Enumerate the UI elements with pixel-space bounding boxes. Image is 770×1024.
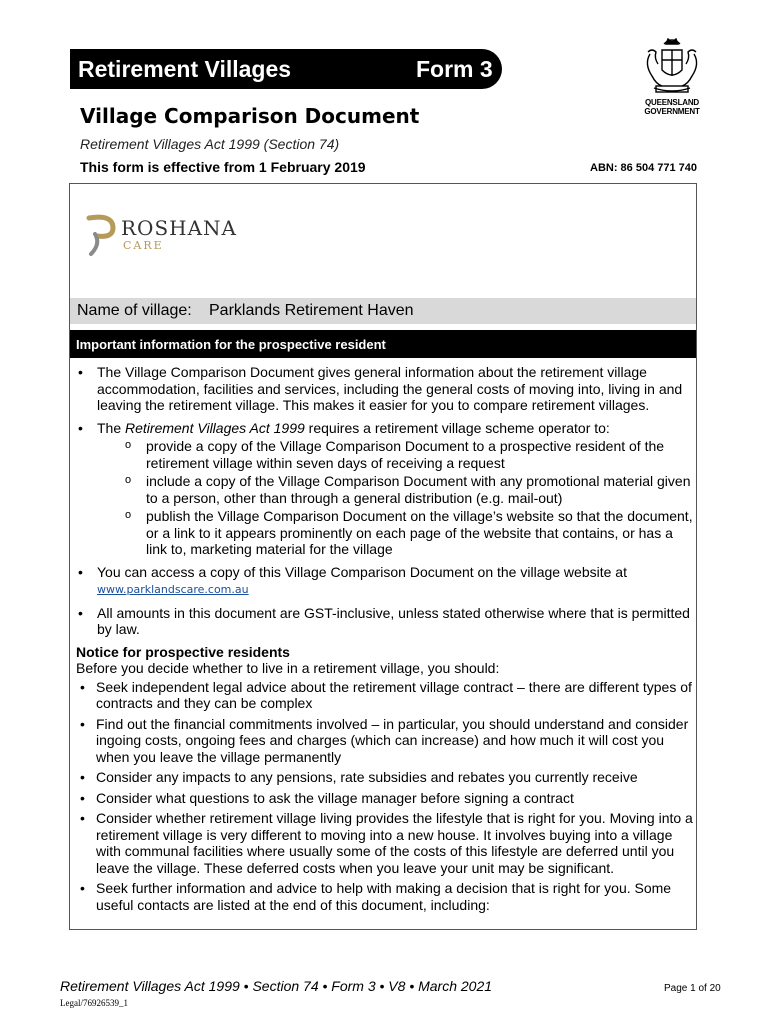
village-name-value: Parklands Retirement Haven (209, 302, 414, 319)
document-title: Village Comparison Document (80, 104, 420, 128)
roshana-swirl-icon (83, 212, 119, 258)
abn-number: ABN: 86 504 771 740 (590, 162, 698, 174)
info-bullet-2-post: requires a retirement village scheme operator to: (304, 419, 610, 436)
info-bullet-3-text: You can access a copy of this Village Comparison Document on the village website at (97, 563, 627, 580)
effective-date: This form is effective from 1 February 2019 (80, 159, 366, 175)
footer-text: Retirement Villages Act 1999 • Section 74 • Form 3 • V8 • March 2021 (60, 978, 493, 994)
notice-heading: Notice for prospective residents (76, 643, 290, 660)
village-website-link[interactable]: www.parklandscare.com.au (97, 583, 249, 596)
logo-care: CARE (123, 239, 164, 252)
info-bullet-2-act: Retirement Villages Act 1999 (125, 419, 305, 436)
section-header (70, 330, 696, 358)
info-subitem-2: o include a copy of the Village Comparison Document with any promotional material given to a person, other than through a general distribution (e.g. mail-out) (97, 473, 696, 506)
notice-item: • Seek independent legal advice about the retirement village contract – there are different types of contracts and they can be complex (70, 679, 696, 712)
notice-item: • Seek further information and advice to help with making a decision that is right for you. Some useful contacts are listed at the end of this document, including: (70, 880, 696, 913)
info-bullet-2-pre: The (97, 419, 126, 436)
info-subitem-3: o publish the Village Comparison Document on the village’s website so that the document, or a link to it appears prominently on each page of the website that contains, or has a link to, marketing material for the village (97, 508, 696, 558)
queensland-government-logo (636, 34, 708, 118)
info-content (70, 364, 696, 917)
notice-item: • Consider whether retirement village living provides the lifestyle that is right for you. Moving into a retirement village is very different to moving into a new house. It involves buying into a village with communal facilities where usually some of the costs of this lifestyle are deferred until you leave the village. These deferred costs when you leave your unit may be significant. (70, 810, 696, 876)
info-bullet-1: • The Village Comparison Document gives general information about the retirement village accommodation, facilities and services, including the general costs of moving into, living in and leaving the retirement village. This makes it easier for you to compare retirement villages. (70, 364, 696, 414)
info-subitem-1: o provide a copy of the Village Comparison Document to a prospective resident of the retirement village within seven days of receiving a request (97, 438, 696, 471)
info-bullet-2 (70, 420, 696, 558)
notice-item: • Consider any impacts to any pensions, rate subsidies and rebates you currently receive (70, 769, 696, 786)
banner-title: Retirement Villages (78, 56, 292, 82)
info-sublist (97, 438, 696, 558)
roshana-care-logo (83, 212, 263, 262)
notice-list (70, 679, 696, 914)
queensland-coat-of-arms-icon (636, 34, 708, 96)
logo-name: ROSHANA (121, 216, 237, 240)
gov-name-line2: GOVERNMENT (644, 107, 700, 116)
banner-form-number: Form 3 (416, 56, 493, 82)
section-title: Important information for the prospective resident (76, 337, 386, 352)
page-number: Page 1 of 20 (664, 983, 721, 994)
document-act: Retirement Villages Act 1999 (Section 74) (80, 136, 340, 152)
form-banner (70, 49, 502, 89)
info-bullet-4: • All amounts in this document are GST-inclusive, unless stated otherwise where that is permitted by law. (70, 605, 696, 638)
notice-item: • Find out the financial commitments involved – in particular, you should understand and consider ingoing costs, ongoing fees and charges (which can increase) and how much it will cost you when you leave the village permanently (70, 716, 696, 766)
gov-name-line1: QUEENSLAND (644, 98, 699, 107)
village-name-label: Name of village: (77, 302, 192, 319)
notice-item: • Consider what questions to ask the village manager before signing a contract (70, 790, 696, 807)
village-name-row (70, 298, 696, 324)
info-list (70, 364, 696, 638)
legal-reference: Legal/76926539_1 (60, 998, 128, 1008)
notice-intro: Before you decide whether to live in a retirement village, you should: (76, 660, 500, 676)
info-bullet-3 (70, 564, 696, 599)
